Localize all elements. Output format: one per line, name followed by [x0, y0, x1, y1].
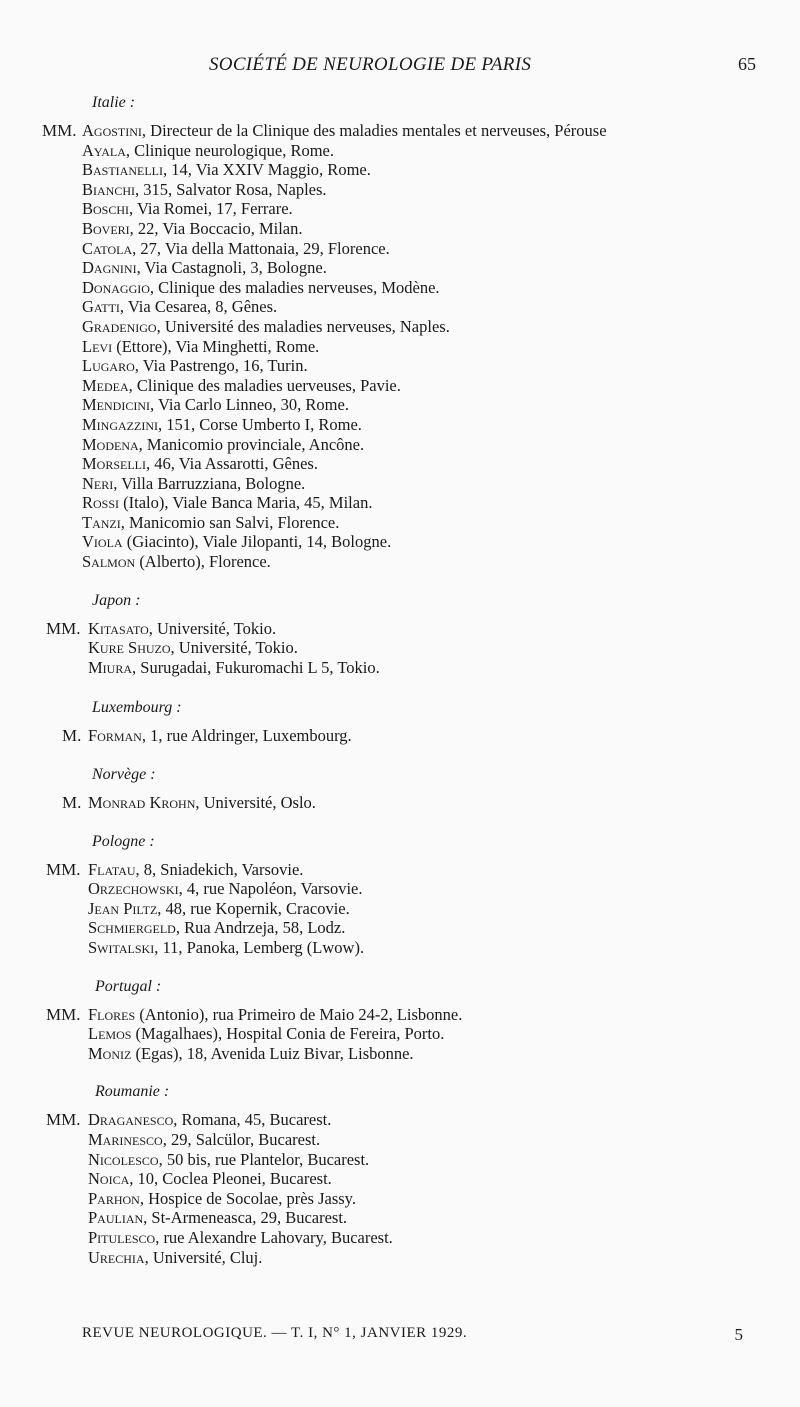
member-address: , Clinique neurologique, Rome. [125, 140, 334, 160]
member-name: Moniz [88, 1043, 132, 1063]
member-name: Tanzi [82, 512, 121, 532]
member-address: , 151, Corse Umberto I, Rome. [157, 414, 362, 434]
member-address: , Manicomio provinciale, Ancône. [138, 434, 365, 454]
country-heading: Pologne : [92, 832, 155, 850]
country-section [0, 831, 800, 958]
member-entry [0, 199, 800, 219]
member-name: Orzechowski [88, 879, 179, 899]
member-address: , rue Alexandre Lahovary, Bucarest. [155, 1227, 393, 1247]
member-address: , Clinique des maladies nerveuses, Modène. [149, 277, 440, 297]
member-entry [0, 1044, 800, 1064]
member-name: Mingazzini [82, 414, 158, 434]
running-title: SOCIÉTÉ DE NEUROLOGIE DE PARIS [209, 54, 532, 75]
member-name: Monrad Krohn [88, 793, 196, 813]
page-header [0, 54, 800, 80]
member-address: , 11, Panoka, Lemberg (Lwow). [154, 938, 365, 957]
member-address: , Université, Oslo. [195, 793, 316, 813]
member-address: , Via Castagnoli, 3, Bologne. [136, 258, 327, 278]
member-entry [0, 1169, 800, 1189]
member-entries [0, 1110, 800, 1267]
member-name: Levi [82, 336, 113, 356]
member-entries [0, 1005, 800, 1064]
member-address: , 46, Via Assarotti, Gênes. [146, 454, 318, 474]
member-entry [0, 376, 800, 396]
member-name: Urechia [88, 1247, 145, 1267]
member-entries [0, 860, 800, 958]
member-address: , Université, Cluj. [144, 1247, 263, 1267]
honorific-prefix: MM. [46, 859, 81, 879]
member-address: , Via Cesarea, 8, Gênes. [119, 297, 278, 317]
member-address: , Rua Andrzeja, 58, Lodz. [175, 918, 346, 938]
member-address: , Manicomio san Salvi, Florence. [120, 512, 340, 532]
member-name: Lemos [88, 1024, 132, 1044]
member-name: Miura [88, 657, 133, 677]
country-heading: Portugal : [95, 977, 162, 995]
member-address: , Université, Tokio. [170, 638, 298, 658]
member-name: Kitasato [88, 618, 149, 638]
member-entry [0, 141, 800, 161]
member-name: Schmiergeld [88, 918, 176, 938]
member-name: Medea [82, 375, 129, 395]
country-section [0, 590, 800, 678]
member-entry [0, 239, 800, 259]
member-entry [0, 454, 800, 474]
member-name: Agostini [82, 121, 142, 140]
member-address: (Italo), Viale Banca Maria, 45, Milan. [119, 493, 373, 513]
country-heading: Japon : [92, 591, 141, 609]
country-section [0, 976, 800, 1064]
member-entry [0, 938, 800, 958]
member-name: Switalski [88, 938, 155, 957]
member-name: Pitulesco [88, 1227, 156, 1247]
member-name: Jean Piltz [88, 898, 158, 918]
member-address: , Via Romei, 17, Ferrare. [129, 199, 293, 219]
member-address: , Via Pastrengo, 16, Turin. [134, 356, 308, 376]
member-name: Boschi [82, 199, 130, 219]
member-entry [0, 1208, 800, 1228]
journal-reference: REVUE NEUROLOGIQUE. — T. I, N° 1, JANVIER 1929. [82, 1325, 468, 1341]
member-entry [0, 793, 800, 813]
member-address: , 1, rue Aldringer, Luxembourg. [141, 726, 352, 746]
member-entry [0, 474, 800, 494]
member-name: Neri [82, 473, 114, 493]
member-entry [0, 638, 800, 658]
member-address: (Egas), 18, Avenida Luiz Bivar, Lisbonne. [131, 1043, 414, 1063]
member-entries [0, 726, 800, 746]
member-name: Viola [82, 532, 123, 552]
member-entry [0, 356, 800, 376]
member-entry [0, 899, 800, 919]
member-entry [0, 552, 800, 572]
member-address: , 29, Salcülor, Bucarest. [162, 1129, 321, 1149]
member-entry [0, 493, 800, 513]
member-name: Flores [88, 1004, 136, 1024]
member-entries [0, 121, 800, 572]
member-entry [0, 317, 800, 337]
member-name: Ayala [82, 140, 126, 160]
member-address: , 8, Sniadekich, Varsovie. [135, 859, 304, 879]
member-name: Forman [88, 726, 142, 746]
member-address: (Alberto), Florence. [135, 552, 271, 572]
member-name: Rossi [82, 493, 120, 513]
member-name: Gradenigo [82, 316, 157, 336]
member-address: , Hospice de Socolae, près Jassy. [139, 1188, 356, 1208]
member-entry [0, 278, 800, 298]
member-address: , Université des maladies nerveuses, Naples. [156, 316, 450, 336]
member-address: , 14, Via XXIV Maggio, Rome. [163, 160, 371, 180]
member-name: Salmon [82, 552, 136, 572]
member-address: , 48, rue Kopernik, Cracovie. [157, 898, 350, 918]
member-address: , 4, rue Napoléon, Varsovie. [178, 879, 363, 899]
honorific-prefix: MM. [46, 1110, 81, 1130]
honorific-prefix: MM. [46, 618, 81, 638]
member-entry [0, 435, 800, 455]
member-entry [0, 1228, 800, 1248]
signature-number: 5 [734, 1325, 743, 1344]
member-address: (Giacinto), Viale Jilopanti, 14, Bologne. [122, 532, 392, 552]
member-entry [0, 258, 800, 278]
member-address: (Magalhaes), Hospital Conia de Fereira, Porto. [131, 1024, 445, 1044]
member-name: Flatau [88, 859, 136, 879]
honorific-prefix: M. [62, 793, 82, 813]
member-name: Parhon [88, 1188, 140, 1208]
member-name: Modena [82, 434, 139, 454]
member-name: Catola [82, 238, 133, 258]
country-section [0, 92, 800, 572]
member-name: Donaggio [82, 277, 150, 297]
member-name: Bianchi [82, 179, 135, 199]
country-section [0, 764, 800, 813]
honorific-prefix: MM. [42, 121, 77, 140]
member-entry [0, 160, 800, 180]
member-entry [0, 513, 800, 533]
member-entry [0, 879, 800, 899]
country-section [0, 697, 800, 746]
country-heading: Luxembourg : [92, 699, 182, 717]
member-address: , Romana, 45, Bucarest. [173, 1110, 332, 1130]
member-entry [0, 1005, 800, 1025]
member-address: , 22, Via Boccacio, Milan. [129, 218, 303, 238]
page-number: 65 [738, 54, 756, 74]
member-entry [0, 415, 800, 435]
member-entry [0, 1130, 800, 1150]
member-entry [0, 532, 800, 552]
member-entry [0, 219, 800, 239]
member-address: , Via Carlo Linneo, 30, Rome. [150, 395, 349, 415]
member-address: , Villa Barruzziana, Bologne. [113, 473, 306, 493]
member-name: Mendicini [82, 395, 150, 415]
member-address: , Directeur de la Clinique des maladies mentales et nerveuses, Pérouse [141, 121, 607, 140]
member-entry [0, 860, 800, 880]
member-name: Draganesco [88, 1110, 174, 1130]
member-entry [0, 658, 800, 678]
member-address: , 10, Coclea Pleonei, Bucarest. [129, 1169, 332, 1189]
member-entry [0, 1150, 800, 1170]
member-entry [0, 1248, 800, 1268]
country-section [0, 1081, 800, 1267]
member-address: , Université, Tokio. [148, 618, 277, 638]
member-name: Nicolesco [88, 1149, 159, 1169]
country-heading: Italie : [92, 94, 136, 111]
member-name: Gatti [82, 297, 120, 317]
member-name: Paulian [88, 1208, 144, 1228]
member-entry [0, 1024, 800, 1044]
country-heading: Norvège : [92, 766, 156, 784]
member-name: Marinesco [88, 1129, 163, 1149]
member-entry [0, 180, 800, 200]
member-entry [0, 918, 800, 938]
member-address: , 315, Salvator Rosa, Naples. [135, 179, 327, 199]
member-address: , 50 bis, rue Plantelor, Bucarest. [158, 1149, 370, 1169]
member-entry [0, 297, 800, 317]
country-heading: Roumanie : [95, 1083, 170, 1101]
member-entry [0, 1189, 800, 1209]
member-name: Dagnini [82, 258, 137, 278]
member-entry [0, 1110, 800, 1130]
member-entries [0, 793, 800, 813]
member-entry [0, 619, 800, 639]
member-list [0, 92, 800, 1267]
member-entries [0, 619, 800, 678]
member-name: Lugaro [82, 356, 135, 376]
member-entry [0, 121, 800, 141]
member-address: , Clinique des maladies uerveuses, Pavie. [128, 375, 401, 395]
member-name: Bastianelli [82, 160, 163, 180]
member-name: Kure Shuzo [88, 638, 171, 658]
member-address: , 27, Via della Mattonaia, 29, Florence. [132, 238, 390, 258]
member-address: , St-Armeneasca, 29, Bucarest. [143, 1208, 348, 1228]
member-entry [0, 726, 800, 746]
member-name: Noica [88, 1169, 130, 1189]
honorific-prefix: M. [62, 726, 82, 746]
member-name: Morselli [82, 454, 147, 474]
member-entry [0, 337, 800, 357]
member-address: , Surugadai, Fukuromachi L 5, Tokio. [132, 657, 380, 677]
member-entry [0, 395, 800, 415]
member-address: (Antonio), rua Primeiro de Maio 24-2, Lisbonne. [135, 1004, 463, 1024]
honorific-prefix: MM. [46, 1004, 81, 1024]
member-name: Boveri [82, 218, 130, 238]
member-address: (Ettore), Via Minghetti, Rome. [112, 336, 320, 356]
